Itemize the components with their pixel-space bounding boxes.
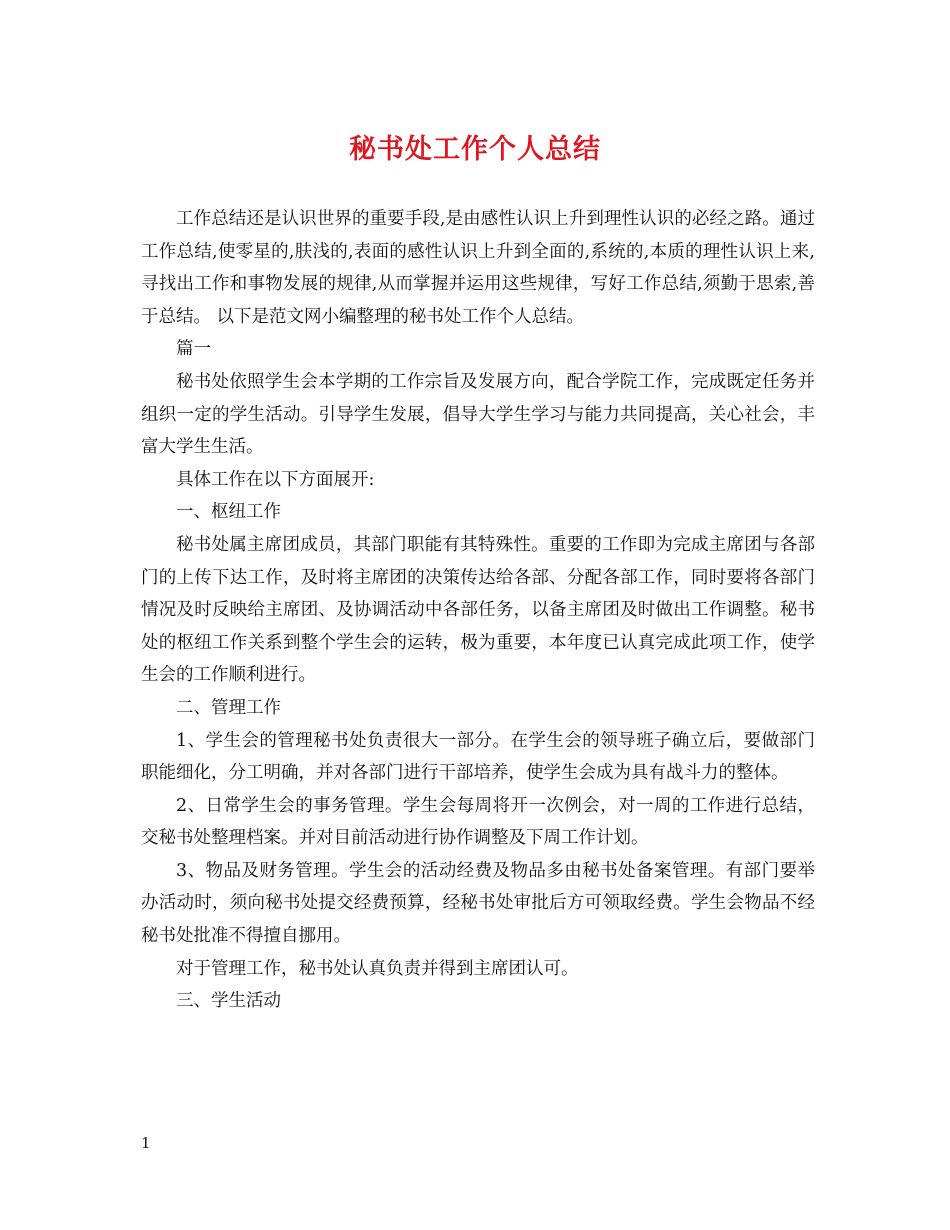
- paragraph: 2、日常学生会的事务管理。学生会每周将开一次例会，对一周的工作进行总结，交秘书处整理档案。并对目前活动进行协作调整及下周工作计划。: [141, 795, 815, 849]
- document-title: 秘书处工作个人总结: [349, 134, 601, 165]
- section-heading-hub-work: 一、枢纽工作: [176, 502, 281, 523]
- paragraph: 秘书处属主席团成员，其部门职能有其特殊性。重要的工作即为完成主席团与各部门的上传下达工作，及时将主席团的决策传达给各部、分配各部工作，同时要将各部门情况及时反映给主席团、及协调活动中各部任务，以备主席团及时做出工作调整。秘书处的枢纽工作关系到整个学生会的运转，极为重要，本年度已认真完成此项工作，使学生会的工作顺利进行。: [141, 534, 815, 686]
- page-number: 1: [141, 1134, 151, 1152]
- paragraph: 秘书处依照学生会本学期的工作宗旨及发展方向，配合学院工作，完成既定任务并组织一定的学生活动。引导学生发展，倡导大学生学习与能力共同提高，关心社会，丰富大学生生活。: [141, 371, 815, 458]
- paragraph-section-label: 篇一: [176, 339, 211, 360]
- paragraph-intro: 工作总结还是认识世界的重要手段,是由感性认识上升到理性认识的必经之路。通过工作总结,使零星的,肤浅的,表面的感性认识上升到全面的,系统的,本质的理性认识上来,寻找出工作和事物发展的规律,从而掌握并运用这些规律，写好工作总结,须勤于思索,善于总结。 以下是范文网小编整理的秘书处工作个人总结。: [141, 209, 815, 327]
- section-heading-student-activities: 三、学生活动: [176, 991, 281, 1012]
- paragraph: 对于管理工作，秘书处认真负责并得到主席团认可。: [176, 958, 579, 979]
- paragraph: 3、物品及财务管理。学生会的活动经费及物品多由秘书处备案管理。有部门要举办活动时，须向秘书处提交经费预算，经秘书处审批后方可领取经费。学生会物品不经秘书处批准不得擅自挪用。: [141, 860, 815, 947]
- section-heading-management-work: 二、管理工作: [176, 697, 281, 718]
- document-body: [141, 203, 815, 1018]
- paragraph: 1、学生会的管理秘书处负责很大一部分。在学生会的领导班子确立后，要做部门职能细化，分工明确，并对各部门进行干部培养，使学生会成为具有战斗力的整体。: [141, 730, 815, 784]
- paragraph: 具体工作在以下方面展开:: [176, 469, 375, 490]
